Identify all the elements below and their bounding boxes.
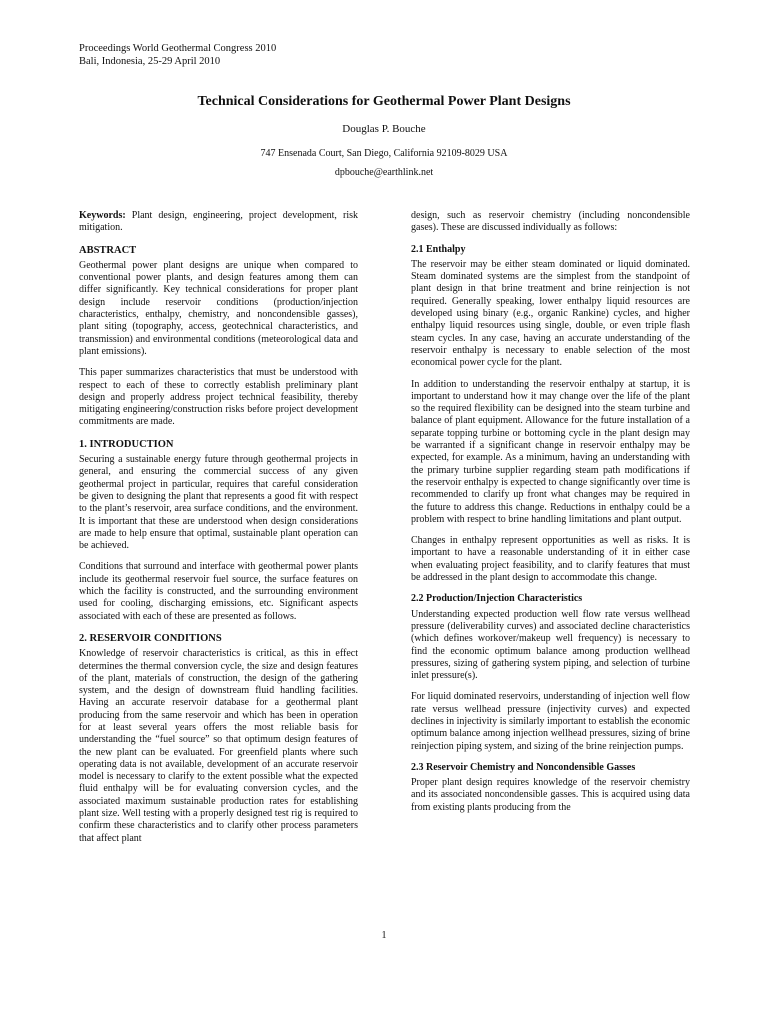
proceedings-header — [79, 42, 276, 68]
production-injection-heading: 2.2 Production/Injection Characteristics — [411, 593, 583, 605]
chemistry-paragraph: Proper plant design requires knowledge of the reservoir chemistry and its associated noncondensible gasses. This is acquired using data from existing plants producing from the — [411, 777, 690, 813]
introduction-paragraph: Securing a sustainable energy future through geothermal projects in general, and ensuring the commercial success of any given geothermal project in particular, requires that careful consideration be given to designing the plant that represents a good fit with respect to the plant’s reservoir, area surface conditions, and the environment. It is important that these are understood when design considerations are made to help ensure that optimal, sustainable plant operation can be achieved. — [79, 454, 358, 552]
keywords-text: Plant design, engineering, project development, risk mitigation. — [79, 210, 359, 234]
author-address: 747 Ensenada Court, San Diego, California 92109-8029 USA — [260, 148, 508, 159]
abstract-paragraph: Geothermal power plant designs are unique when compared to conventional power plants, and design features among them can differ significantly. Key technical considerations for proper plant design include reservoir conditions (production/injection characteristics, enthalpy, chemistry, and noncondensible gasses), plant siting (topography, access, geotechnical characteristics, and transmission) and environmental conditions (meteorological data and plant emissions). — [79, 259, 358, 357]
production-injection-paragraph: Understanding expected production well flow rate versus wellhead pressure (deliverability curves) and associated decline characteristics (which defines workover/makeup well frequency) is necessary to find the economic optimum balance among production wellhead pressures, sizing of gathering system piping, and selection of turbine inlet pressure(s). — [411, 608, 690, 682]
enthalpy-paragraph: In addition to understanding the reservoir enthalpy at startup, it is important to understand how it may change over the life of the plant so the required flexibility can be designed into the steam turbine and balance of plant equipment. Allowance for the future installation of a separate topping turbine or bottoming cycle in the plant design may be warranted if a significant change in reservoir enthalpy may be expected, for example. As a minimum, having an understanding with the primary turbine supplier regarding steam path modifications if the reservoir enthalpy is expected to change significantly over time is recommended to clarify up front what changes may be required in the future to address this change. Reductions in enthalpy could be a problem with respect to brine handling limitations and plant output. — [411, 378, 690, 525]
author-email: dpbouche@earthlink.net — [334, 167, 434, 178]
chemistry-heading: 2.3 Reservoir Chemistry and Noncondensible Gasses — [411, 761, 636, 773]
introduction-heading: 1. INTRODUCTION — [79, 438, 174, 450]
reservoir-heading: 2. RESERVOIR CONDITIONS — [79, 632, 222, 644]
production-injection-paragraph: For liquid dominated reservoirs, understanding of injection well flow rate versus wellhead pressure (injectivity curves) and expected declines in injectivity is similarly important to establish the economic optimum balance among injection wellhead pressures, sizing of brine reinjection piping system, and sizing of the brine reinjection pumps. — [411, 691, 690, 752]
venue-line: Bali, Indonesia, 25-29 April 2010 — [79, 56, 221, 67]
reservoir-paragraph: Knowledge of reservoir characteristics is critical, as this in effect determines the thermal conversion cycle, the size and design features of the plant, materials of construction, the design of the gathering system, and the design of downstream fluid handling facilities. Having an accurate reservoir database for a geothermal plant producing from the same reservoir and which has been in operation for at least several years offers the most reliable basis for understanding the “fuel source” so that optimum design features of the new plant can be evaluated. For greenfield plants where such operating data is not available, development of an accurate reservoir model is necessary to clarify to the extent possible what the expected fluid enthalpy will be for evaluating conversion cycles, and the associated maximum sustainable production rates for establishing plant size. Well testing with a properly designed test rig is required to confirm these characteristics and to clarify other process parameters that affect plant — [79, 648, 358, 844]
left-column — [79, 210, 358, 854]
keywords — [79, 210, 358, 235]
paper-title: Technical Considerations for Geothermal Power Plant Designs — [197, 94, 571, 109]
proceedings-line: Proceedings World Geothermal Congress 2010 — [79, 43, 277, 54]
enthalpy-paragraph: The reservoir may be either steam dominated or liquid dominated. Steam dominated systems are the simplest from the standpoint of plant design in that brine treatment and brine reinjection is not required. Generally speaking, lower enthalpy liquid resources are developed using binary (e.g., organic Rankine) cycles, and higher enthalpy liquid resources using single, double, or even triple flash steam cycles. In any case, having an accurate understanding of the reservoir enthalpy is necessary to enable selection of the most economical power cycle for the plant. — [411, 258, 690, 369]
abstract-heading: ABSTRACT — [79, 244, 137, 256]
right-column — [411, 210, 690, 823]
enthalpy-heading: 2.1 Enthalpy — [411, 243, 466, 255]
author-name: Douglas P. Bouche — [342, 123, 426, 135]
reservoir-paragraph-continued: design, such as reservoir chemistry (including noncondensible gases). These are discussed individually as follows: — [411, 210, 690, 234]
introduction-paragraph: Conditions that surround and interface with geothermal power plants include its geothermal reservoir fuel source, the surface features on which the facility is constructed, and the surrounding environment used for cooling, discharging emissions, etc. Significant aspects associated with each of these are presented as follows. — [79, 561, 358, 622]
keywords-label: Keywords: — [79, 210, 126, 221]
abstract-paragraph: This paper summarizes characteristics that must be understood with respect to each of these to correctly establish preliminary plant design and properly address project technical feasibility, thereby mitigating engineering/construction risks before project development commitments are made. — [79, 367, 358, 428]
enthalpy-paragraph: Changes in enthalpy represent opportunities as well as risks. It is important to have a reasonable understanding of it in either case when evaluating project feasibility, and to clarify features that must be addressed in the plant design to accommodate this change. — [411, 535, 690, 584]
page-number: 1 — [381, 930, 387, 941]
